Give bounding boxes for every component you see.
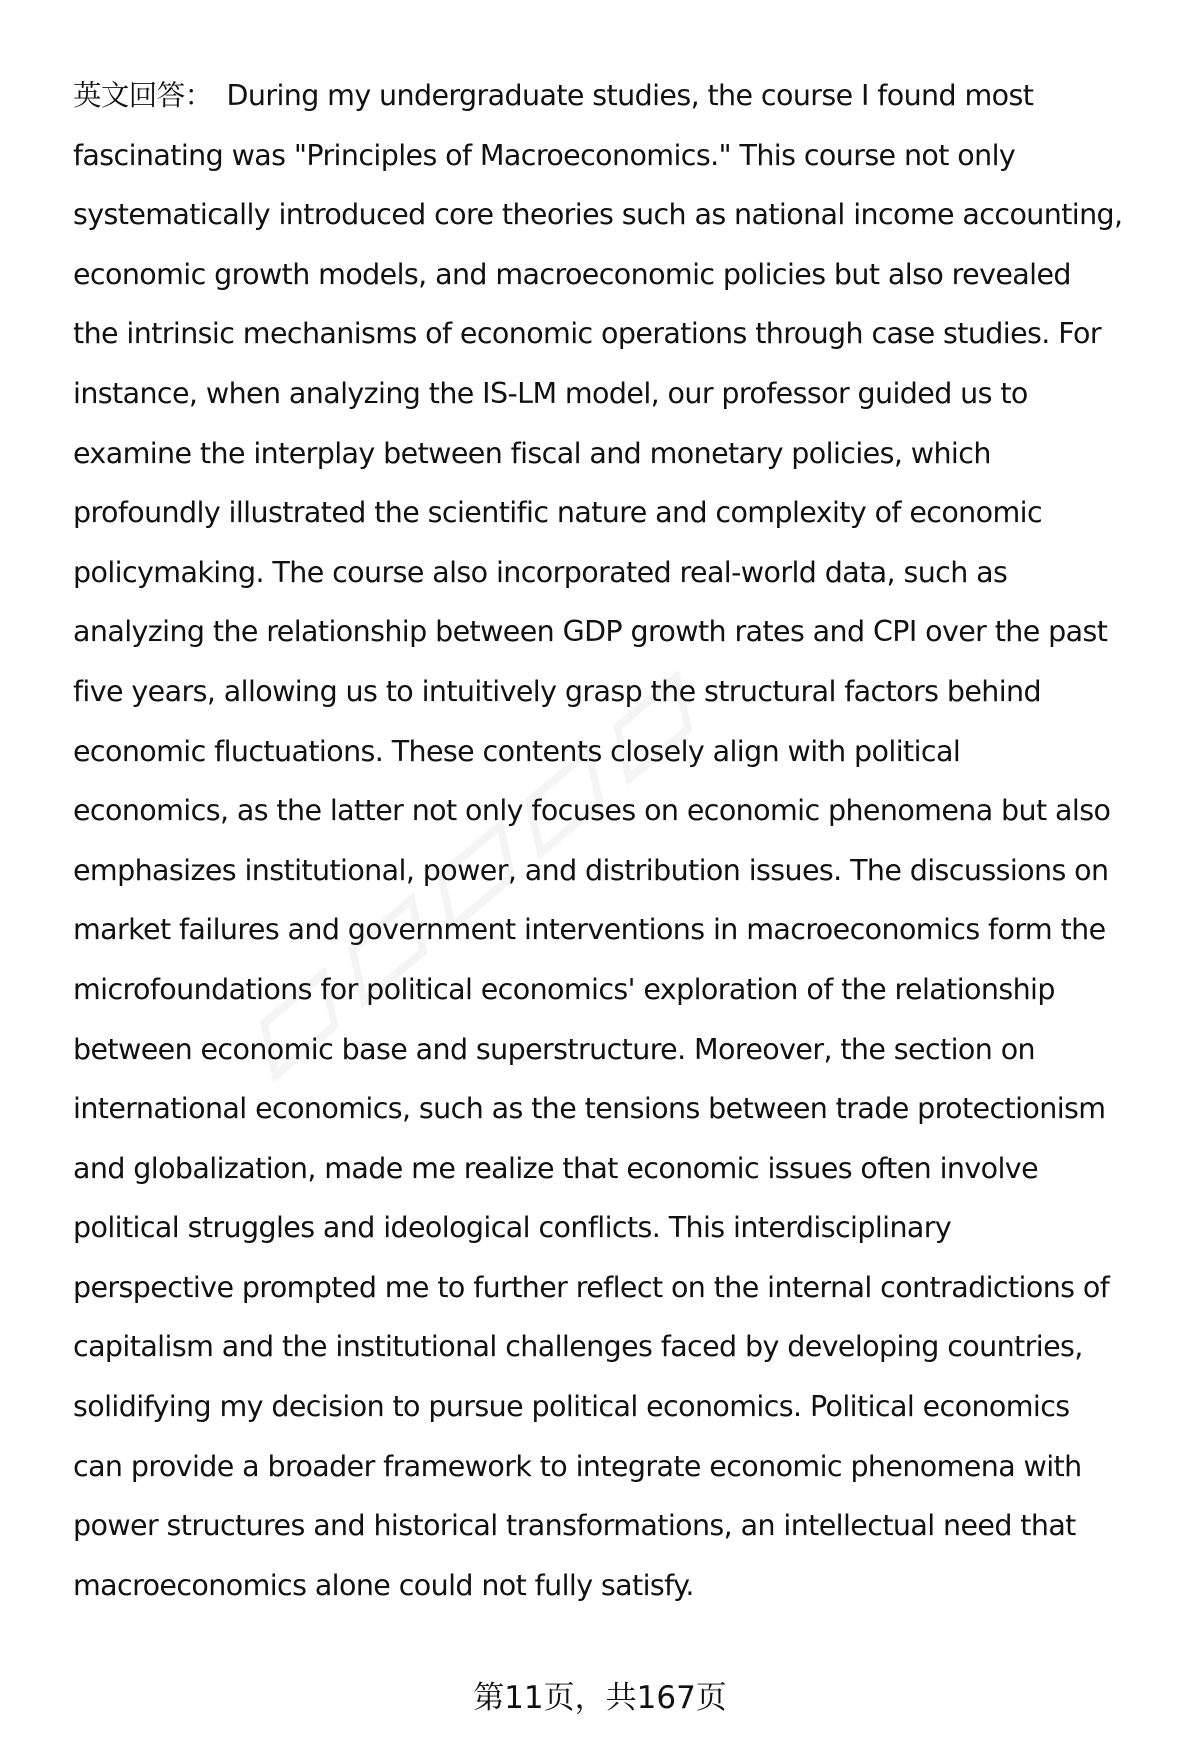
- line-text: microfoundations for political economics' exploration of the relationship: [73, 972, 1055, 1006]
- text-line: [73, 1317, 1163, 1377]
- text-line: [73, 1139, 1163, 1199]
- text-line: [73, 126, 1163, 186]
- line-text: policymaking. The course also incorporated real-world data, such as: [73, 555, 1008, 589]
- line-text: macroeconomics alone could not fully satisfy.: [73, 1568, 694, 1602]
- text-line: [73, 1377, 1163, 1437]
- text-line: [73, 483, 1163, 543]
- line-text: analyzing the relationship between GDP growth rates and CPI over the past: [73, 615, 1108, 649]
- text-line: [73, 841, 1163, 901]
- text-line: [73, 364, 1163, 424]
- line-text: During my undergraduate studies, the course I found most: [226, 79, 1034, 112]
- answer-label: 英文回答：: [73, 79, 213, 112]
- text-line: [73, 424, 1163, 484]
- line-text: emphasizes institutional, power, and distribution issues. The discussions on: [73, 853, 1109, 887]
- text-line: [73, 1496, 1163, 1556]
- text-line: [73, 1556, 1163, 1616]
- text-line: [73, 543, 1163, 603]
- line-text: the intrinsic mechanisms of economic operations through case studies. For: [73, 317, 1101, 351]
- text-line: [73, 602, 1163, 662]
- line-text: between economic base and superstructure. Moreover, the section on: [73, 1032, 1035, 1066]
- line-text: five years, allowing us to intuitively grasp the structural factors behind: [73, 674, 1041, 708]
- text-line: [73, 1020, 1163, 1080]
- answer-body: [73, 66, 1163, 1615]
- line-text: perspective prompted me to further reflect on the internal contradictions of: [73, 1270, 1110, 1304]
- text-line: [73, 900, 1163, 960]
- text-line: [73, 781, 1163, 841]
- page-number: 第11页，共167页: [473, 1680, 727, 1716]
- line-text: capitalism and the institutional challenges faced by developing countries,: [73, 1330, 1083, 1364]
- line-text: political struggles and ideological conflicts. This interdisciplinary: [73, 1211, 952, 1245]
- line-text: instance, when analyzing the IS-LM model, our professor guided us to: [73, 376, 1028, 410]
- line-text: systematically introduced core theories such as national income accounting,: [73, 198, 1123, 232]
- line-text: power structures and historical transformations, an intellectual need that: [73, 1509, 1076, 1543]
- text-line: [73, 722, 1163, 782]
- line-text: profoundly illustrated the scientific nature and complexity of economic: [73, 496, 1043, 530]
- text-line: [73, 66, 1163, 126]
- text-line: [73, 245, 1163, 305]
- text-line: [73, 185, 1163, 245]
- line-text: economic fluctuations. These contents closely align with political: [73, 734, 961, 768]
- line-text: fascinating was "Principles of Macroeconomics." This course not only: [73, 138, 1016, 172]
- text-line: [73, 960, 1163, 1020]
- text-line: [73, 1258, 1163, 1318]
- line-text: economics, as the latter not only focuses on economic phenomena but also: [73, 794, 1111, 828]
- line-text: examine the interplay between fiscal and monetary policies, which: [73, 436, 991, 470]
- line-text: market failures and government interventions in macroeconomics form the: [73, 913, 1106, 947]
- text-line: [73, 1079, 1163, 1139]
- text-line: [73, 1198, 1163, 1258]
- line-text: can provide a broader framework to integrate economic phenomena with: [73, 1449, 1082, 1483]
- line-text: and globalization, made me realize that economic issues often involve: [73, 1151, 1039, 1185]
- text-line: [73, 662, 1163, 722]
- line-text: international economics, such as the tensions between trade protectionism: [73, 1092, 1106, 1126]
- text-line: [73, 1437, 1163, 1497]
- text-line: [73, 304, 1163, 364]
- line-text: economic growth models, and macroeconomic policies but also revealed: [73, 257, 1071, 291]
- line-text: solidifying my decision to pursue political economics. Political economics: [73, 1390, 1070, 1424]
